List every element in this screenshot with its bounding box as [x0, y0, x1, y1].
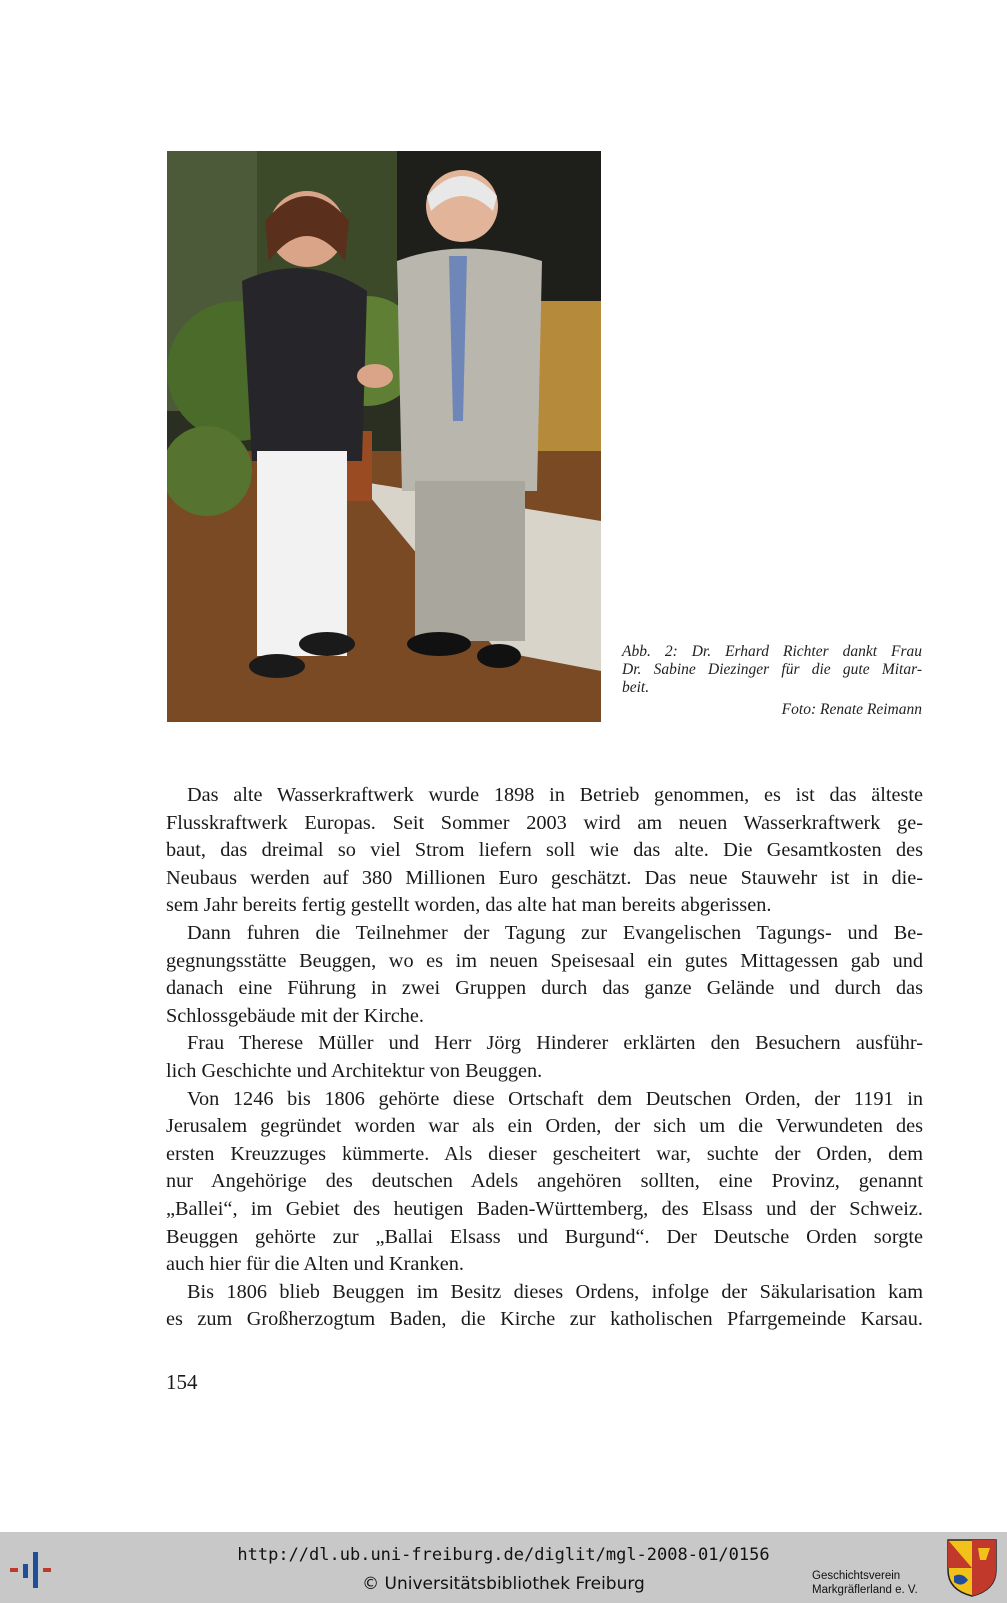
text-line: Das alte Wasserkraftwerk wurde 1898 in Betrieb genommen, es ist das älteste [187, 784, 923, 806]
document-url[interactable]: http://dl.ub.uni-freiburg.de/diglit/mgl-2008-01/0156 [237, 1545, 770, 1565]
text-line: „Ballei“, im Gebiet des heutigen Baden-Württemberg, des Elsass und der Schweiz. [166, 1197, 923, 1220]
society-line: Geschichtsverein [812, 1570, 901, 1582]
text-line: Schlossgebäude mit der Kirche. [166, 1004, 424, 1027]
text-line: danach eine Führung in zwei Gruppen durch das ganze Gelände und durch das [166, 977, 923, 1000]
society-name [812, 1569, 918, 1597]
photo [167, 151, 601, 722]
paragraph [166, 782, 923, 920]
photo-credit: Foto: Renate Reimann [781, 701, 922, 718]
text-line: auch hier für die Alten und Kranken. [166, 1253, 464, 1276]
text-line: es zum Großherzogtum Baden, die Kirche zur katholischen Pfarrgemeinde Karsau. [166, 1308, 923, 1331]
body-text [166, 782, 923, 1334]
text-line: baut, das dreimal so viel Strom liefern soll wie das alte. Die Gesamtkosten des [166, 839, 923, 862]
coat-of-arms-icon [946, 1538, 998, 1598]
paragraph [166, 920, 923, 1030]
text-line: Beuggen gehörte zur „Ballai Elsass und Burgund“. Der Deutsche Orden sorgte [166, 1225, 923, 1248]
footer-bar [0, 1532, 1007, 1603]
figure-caption [622, 643, 922, 719]
copyright-text: © Universitätsbibliothek Freiburg [362, 1574, 645, 1594]
text-line: Neubaus werden auf 380 Millionen Euro geschätzt. Das neue Stauwehr ist in die- [166, 866, 923, 889]
text-line: Jerusalem gegründet worden war als ein Orden, der sich um die Verwundeten des [166, 1115, 923, 1138]
text-line: ersten Kreuzzuges kümmerte. Als dieser gescheitert war, suchte der Orden, dem [166, 1142, 923, 1165]
text-line: Frau Therese Müller und Herr Jörg Hinderer erklärten den Besuchern ausführ- [187, 1032, 923, 1055]
society-line: Markgräflerland e. V. [812, 1584, 918, 1596]
page-number: 154 [166, 1370, 198, 1394]
photo-handshake-icon [167, 151, 601, 722]
text-line: lich Geschichte und Architektur von Beuggen. [166, 1059, 543, 1082]
text-line: Von 1246 bis 1806 gehörte diese Ortschaft dem Deutschen Orden, der 1191 in [187, 1087, 923, 1110]
caption-line: beit. [622, 679, 650, 696]
text-line: sem Jahr bereits fertig gestellt worden, das alte hat man bereits abgerissen. [166, 894, 772, 917]
caption-line: Dr. Sabine Diezinger für die gute Mitar- [622, 661, 922, 678]
text-line: Dann fuhren die Teilnehmer der Tagung zur Evangelischen Tagungs- und Be- [187, 921, 923, 944]
paragraph [166, 1030, 923, 1085]
text-line: gegnungsstätte Beuggen, wo es im neuen Speisesaal ein gutes Mittagessen gab und [166, 949, 923, 972]
text-line: Bis 1806 blieb Beuggen im Besitz dieses Ordens, infolge der Säkularisation kam [187, 1280, 923, 1303]
paragraph [166, 1086, 923, 1279]
text-line: nur Angehörige des deutschen Adels angehören sollten, eine Provinz, genannt [166, 1170, 923, 1193]
paragraph [166, 1279, 923, 1334]
text-line: Flusskraftwerk Europas. Seit Sommer 2003 wird am neuen Wasserkraftwerk ge- [166, 811, 923, 834]
caption-line: Abb. 2: Dr. Erhard Richter dankt Frau [622, 643, 922, 660]
